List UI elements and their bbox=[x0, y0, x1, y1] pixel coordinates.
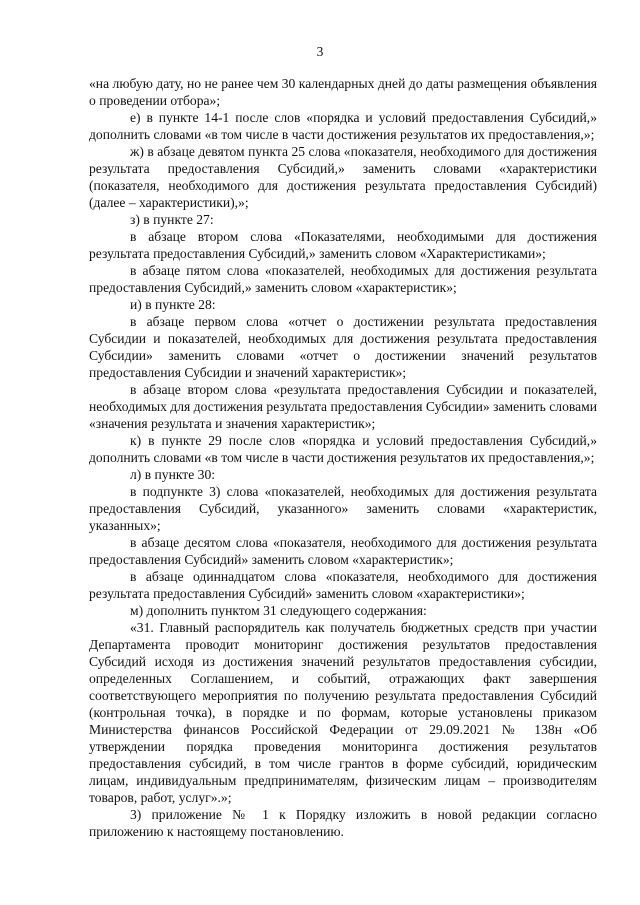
paragraph-item-e: е) в пункте 14-1 после слов «порядка и условий предоставления Субсидий,» дополнить словами «в том числе в части достижения результатов их предоставления,»; bbox=[89, 110, 597, 142]
paragraph-continuation: «на любую дату, но не ранее чем 30 календарных дней до даты размещения объявления о проведении отбора»; bbox=[89, 76, 597, 108]
paragraph-item-3: 3) приложение № 1 к Порядку изложить в новой редакции согласно приложению к настоящему постановлению. bbox=[89, 807, 597, 839]
paragraph-item-l-1: в подпункте 3) слова «показателей, необходимых для достижения результата предоставления Субсидий, указанного» заменить словами «характеристик, указанных»; bbox=[89, 484, 597, 533]
paragraph-item-i-2: в абзаце втором слова «результата предоставления Субсидии и показателей, необходимых для достижения результата предоставления Субсидии» заменить словами «значения результата и значения характеристик»; bbox=[89, 382, 598, 431]
paragraph-item-z-1: в абзаце втором слова «Показателями, необходимыми для достижения результата предоставления Субсидий,» заменить словом «Характеристиками»; bbox=[89, 229, 597, 261]
paragraph-item-i: и) в пункте 28: bbox=[130, 297, 216, 312]
paragraph-item-i-1: в абзаце первом слова «отчет о достижении результата предоставления Субсидии и показателей, необходимых для достижения результата предоставления Субсидии» заменить словами «отчет о достижении значений результатов предоставления Субсидии и значений характеристик»; bbox=[89, 314, 597, 380]
paragraph-item-z-2: в абзаце пятом слова «показателей, необходимых для достижения результата предоставления Субсидий,» заменить словом «характеристик»; bbox=[89, 263, 597, 295]
document-body bbox=[89, 75, 597, 840]
paragraph-item-m: м) дополнить пунктом 31 следующего содержания: bbox=[130, 603, 427, 618]
paragraph-point-31: «31. Главный распорядитель как получатель бюджетных средств при участии Департамента проводит мониторинг достижения результатов предоставления Субсидий исходя из достижения значений результатов предоставления субсидии, определенных Соглашением, и событий, отражающих факт завершения соответствующего мероприятия по получению результата предоставления Субсидий (контрольная точка), в порядке и по формам, которые установлены приказом Министерства финансов Российской Федерации от 29.09.2021 № 138н «Об утверждении порядка проведения мониторинга достижения результатов предоставления субсидий, в том числе грантов в форме субсидий, юридическим лицам, индивидуальным предпринимателям, физическим лицам – производителям товаров, работ, услуг».»; bbox=[89, 620, 597, 805]
paragraph-item-zh: ж) в абзаце девятом пункта 25 слова «показателя, необходимого для достижения результата предоставления Субсидий,» заменить словами «характеристики (показателя, необходимого для достижения результата предоставления Субсидий) (далее – характеристики),»; bbox=[89, 144, 597, 210]
paragraph-item-l-3: в абзаце одиннадцатом слова «показателя, необходимого для достижения результата предоставления Субсидий» заменить словом «характеристики»; bbox=[89, 569, 597, 601]
paragraph-item-k: к) в пункте 29 после слов «порядка и условий предоставления Субсидий,» дополнить словами «в том числе в части достижения результатов их предоставления,»; bbox=[89, 433, 597, 465]
paragraph-item-l-2: в абзаце десятом слова «показателя, необходимого для достижения результата предоставления Субсидий» заменить словом «характеристик»; bbox=[89, 535, 597, 567]
paragraph-item-l: л) в пункте 30: bbox=[130, 467, 216, 482]
page-number: 3 bbox=[316, 44, 324, 59]
paragraph-item-z: з) в пункте 27: bbox=[130, 212, 214, 227]
